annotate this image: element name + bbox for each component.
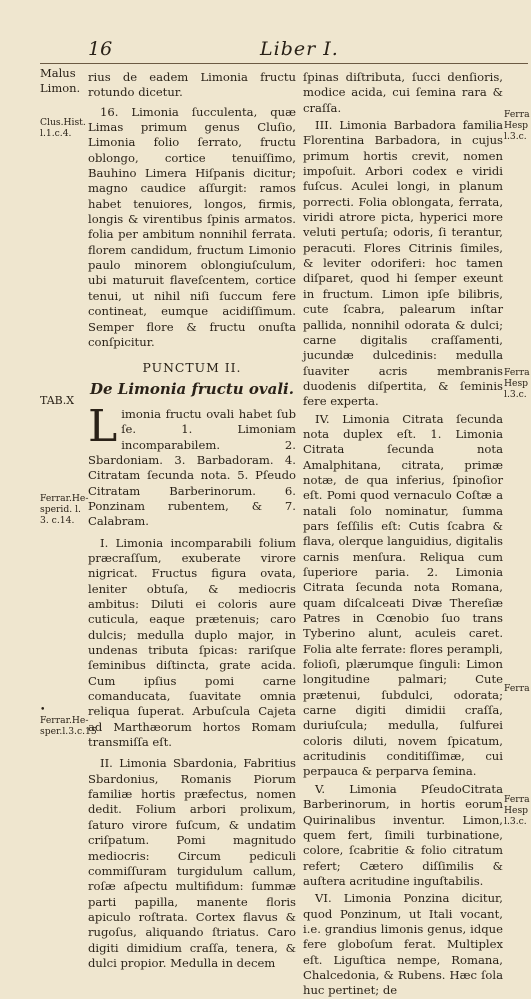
margin-note-right-4: Ferra Hesp l.3.c. [504, 794, 530, 827]
paragraph: ſpinas diſtributa, ſucci denſioris, modice acida, cui ſemina rara & craſſa. [303, 70, 503, 115]
margin-note-right-3: Ferra [504, 683, 530, 694]
margin-note-right-2: Ferra Hesp l.3.c. [504, 367, 530, 400]
paragraph: I. Limonia incomparabili folium præcraſſum, exuberate virore nigricat. Fructus figura ovata, leniter obtuſa, & mediocris ambitus: Diluti ei coloris aure cuticula, eaque prætenuis; caro dulcis; medulla duplo major, in undenas tributa ſpicas: rariſque ſeminibus diſtincta, grate acida. Cum ipſius pomi carne comanducata, ſuavitate omnia reliqua ſuperat. Arbuſcula Cajeta ad Marthæorum hortos Romam transmiſſa eſt. [88, 535, 296, 750]
page-number: 16 [88, 38, 113, 60]
running-title: Liber I. [260, 38, 339, 60]
margin-note-ferrar-2: • Ferrar.He- sper.l.3.c.15 [40, 704, 97, 737]
paragraph: IV. Limonia Citrata ſecunda nota duplex eſt. 1. Limonia Citrata ſecunda nota Amalphitana, citrata, primæ notæ, de qua inferius, ſpinoſior eſt. Pomi quod vernaculo Coſtæ a natali ſolo nominatur, ſumma pars ſeſſilis eſt: Cutis ſcabra & flava, olerque languidius, digitalis carnis menſura. Reliqua cum ſuperiore paria. 2. Limonia Citrata ſecunda nota Romana, quam diſcalceati Divæ Thereſiæ Patres in Cœnobio ſuo trans Tyberino alunt, aculeis caret. Folia alte ferrate: flores perampli, folioſi, plærumque ſinguli: Limon longitudine palmari; Cute prætenui, ſubdulci, odorata; carne digiti dimidii craſſa, duriuſcula; medulla, ſulfurei coloris diluti, novem ſpicatum, acritudinis conditiſſimæ, cui perpauca & perparva ſemina. [303, 411, 503, 779]
page-header [0, 38, 531, 64]
header-rule [40, 63, 528, 64]
paragraph: II. Limonia Sbardonia, Fabritius Sbardonius, Romanis Piorum familiæ hortis præfectus, nomen dedit. Folium arbori prolixum, ſaturo virore fuſcum, & undatim criſpatum. Pomi magnitudo mediocris: Circum pediculi commiſſuram turgidulum callum, roſæ aſpectu multifidum: ſummæ parti papilla, manente floris apiculo roſtrata. Cortex flavus & rugoſus, aliquando ſtriatus. Caro digiti dimidium craſſa, tenera, & dulci propior. Medulla in decem [88, 756, 296, 970]
paragraph-text: imonia fructu ovali habet ſub ſe. 1. Limoniam incomparabilem. 2. Sbardoniam. 3. Barbadoram. 4. Citratam ſecunda nota. 5. Pſeudo Citratam Barberinorum. 6. Ponzinam rubentem, & 7. Calabram. [88, 406, 296, 529]
section-heading: PUNCTUM II. [142, 360, 242, 376]
section-subheading: De Limonia fructu ovali. [90, 379, 294, 398]
paragraph: V. Limonia PſeudoCitrata Barberinorum, in hortis eorum Quirinalibus inventur. Limon, quem fert, ſimili turbinatione, colore, ſcabritie & folio citratum refert; Cætero diſſimilis & auſtera acritudine inguſtabilis. [303, 781, 503, 888]
margin-note-right-1: Ferra Hesp l.3.c. [504, 109, 530, 142]
paragraph: III. Limonia Barbadora familia Florentina Barbadora, in cujus primum hortis crevit, nomen impoſuit. Arbori codex e viridi fuſcus. Aculei longi, in planum porrecti. Folia oblongata, ferrata, viridi atrore picta, hyperici more veluti pertuſa; odoris, ſi terantur, peracuti. Flores Citrinis ſimiles, & leviter odoriferi: hoc tamen diſparet, quod hi ſemper exeunt in fructum. Limon ipſe bilibris, cute ſcabra, palearum inſtar pallida, nonnihil odorata & dulci; carne digitalis craſſamenti, jucundæ dulcedinis: medulla ſuaviter acris membranis duodenis diſpertita, & ſeminis fere experta. [303, 118, 503, 409]
drop-cap: L [88, 400, 118, 452]
margin-note-ferrar-1: Ferrar.He- sperid. l. 3. c.14. [40, 493, 89, 526]
paragraph [88, 400, 296, 530]
paragraph: rius de eadem Limonia fructu rotundo dicetur. [88, 70, 296, 100]
paragraph: 16. Limonia ſucculenta, quæ Limas primum genus Cluſio, Limonia folio ſerrato, fructu oblongo, cortice tenuiſſimo, Bauhino Limera Hiſpanis dicitur; magno caudice aſſurgit: ramos habet tenuiores, longos, firmis, longis & virentibus ſpinis armatos. folia per ambitum nonnihil ferrata. florem candidum, fructum Limonio paulo minorem oblongiuſculum, ubi maturuit flaveſcentem, cortice tenui, ut nihil niſi ſuccum fere contineat, eumque acidiſſimum. Semper flore & fructu onuſta conſpicitur. [88, 104, 296, 349]
margin-note-malus: Malus Limon. [40, 66, 81, 95]
right-column [303, 70, 503, 999]
margin-note-clusius: Clus.Hist. l.1.c.4. [40, 117, 86, 139]
margin-note-tab: TAB.X [40, 394, 75, 407]
paragraph: VI. Limonia Ponzina dicitur, quod Ponzinum, ut Itali vocant, i.e. grandius limonis genus, idque fere globoſum ferat. Multiplex eſt. Liguſtica nempe, Romana, Chalcedonia, & Rubens. Hæc ſola huc pertinet; de [303, 891, 503, 998]
left-column [88, 70, 296, 971]
